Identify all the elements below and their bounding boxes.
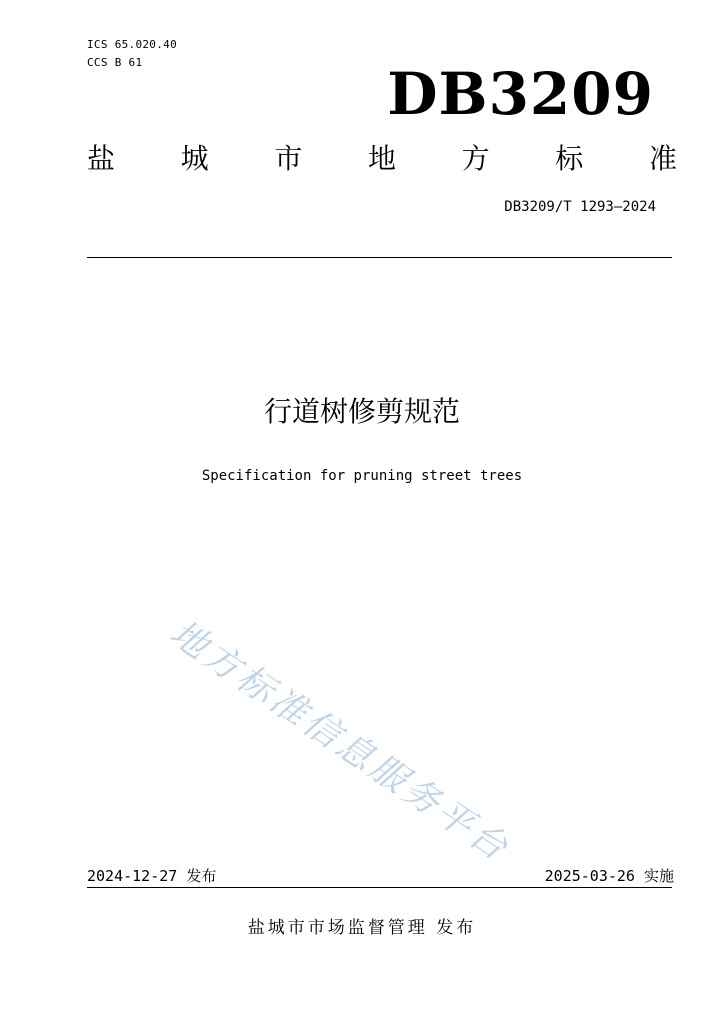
header-divider: [87, 257, 672, 258]
ics-code: ICS 65.020.40: [87, 38, 177, 51]
db-logo: DB3209: [387, 60, 654, 128]
classification-codes: [87, 36, 177, 72]
standard-number: DB3209/T 1293—2024: [504, 199, 656, 215]
standard-type-char: 方: [461, 142, 490, 175]
standard-type-char: 准: [648, 142, 677, 175]
document-title: 行道树修剪规范: [263, 395, 460, 428]
ccs-code: CCS B 61: [87, 56, 143, 69]
release-date: 2024-12-27 发布: [87, 867, 217, 885]
watermark: 地方标准信息服务平台: [162, 612, 518, 871]
standard-type-char: 地: [367, 142, 396, 175]
standard-type-heading: [87, 139, 677, 179]
standard-type-char: 标: [555, 142, 584, 175]
document-title-english: Specification for pruning street trees: [201, 468, 523, 484]
footer-divider: [87, 887, 672, 888]
issuing-authority: 盐城市市场监督管理 发布: [247, 918, 477, 938]
standard-type-char: 市: [274, 142, 303, 175]
standard-type-char: 城: [180, 142, 209, 175]
standard-type-char: 盐: [87, 142, 116, 175]
implementation-date: 2025-03-26 实施: [544, 867, 674, 885]
